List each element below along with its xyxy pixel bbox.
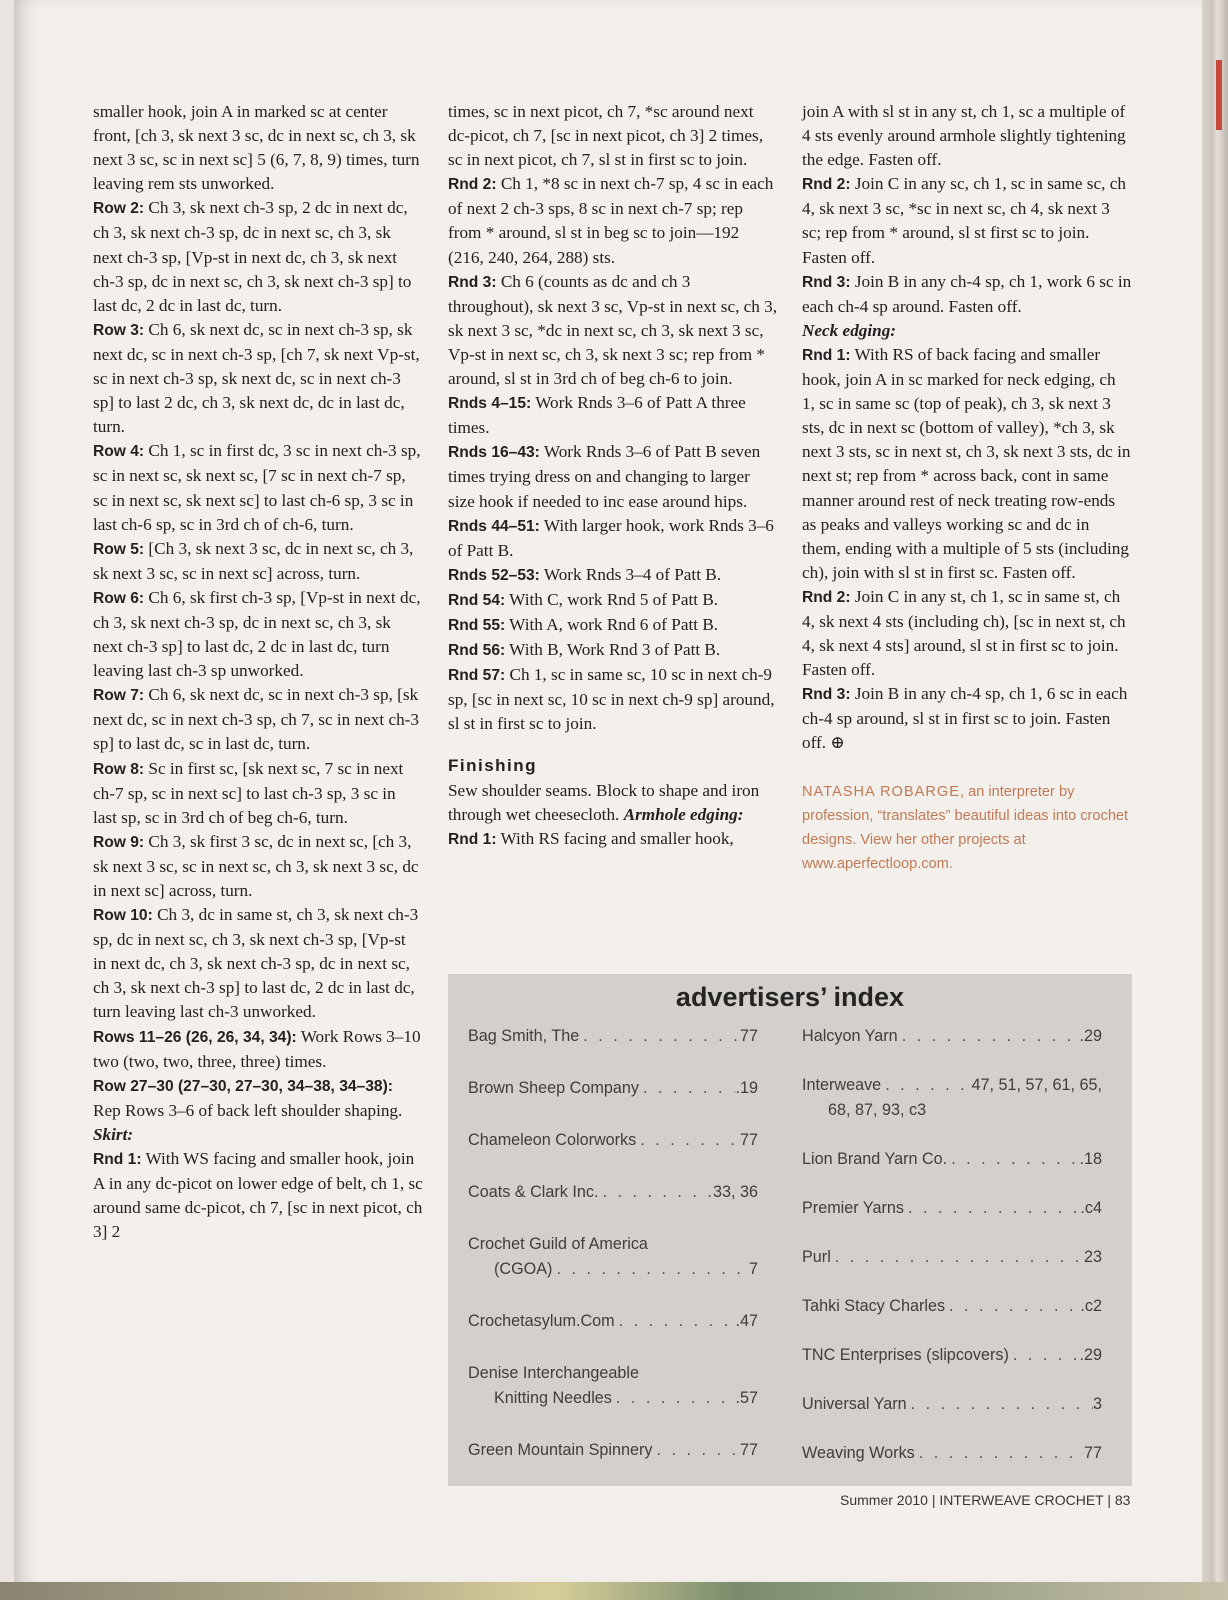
- row-label: Rows 11–26 (26, 26, 34, 34):: [93, 1028, 297, 1046]
- advertiser-entry: [802, 1343, 1102, 1368]
- instruction-paragraph: [448, 613, 778, 638]
- advertiser-name: TNC Enterprises (slipcovers): [802, 1346, 1009, 1364]
- instruction-text: Join C in any st, ch 1, sc in same st, ch 4, sk next 4 sts (including ch), [sc in next st, ch 4, sk next 4 sts] around, sl st in first sc to join. Fasten off.: [802, 586, 1126, 680]
- leader-dots: [904, 1196, 1080, 1221]
- advertiser-page: 3: [1092, 1395, 1102, 1413]
- advertiser-page: .29: [1079, 1027, 1102, 1045]
- finishing-text: Sew shoulder seams. Block to shape and iron through wet cheesecloth. Armhole edging:: [448, 780, 760, 824]
- instruction-paragraph: [93, 683, 423, 756]
- instruction-text: Rep Rows 3–6 of back left shoulder shaping.: [93, 1100, 403, 1120]
- advertiser-entry: [802, 1073, 1102, 1123]
- advertisers-index: [448, 974, 1132, 1486]
- advertiser-name: Crochetasylum.Com: [468, 1312, 615, 1330]
- instruction-paragraph: [448, 663, 778, 736]
- instruction-paragraph: [93, 1074, 423, 1123]
- leader-dots: [598, 1180, 713, 1205]
- advertisers-index-title: advertisers’ index: [675, 982, 905, 1012]
- row-label: Rnds 4–15:: [448, 395, 532, 413]
- instruction-paragraph: [448, 270, 778, 391]
- row-label: Rnd 54:: [448, 591, 506, 609]
- page-footer: Summer 2010 | INTERWEAVE CROCHET | 83: [840, 1492, 1131, 1508]
- advertiser-name: Lion Brand Yarn Co.: [802, 1150, 948, 1168]
- instruction-paragraph: [802, 100, 1132, 172]
- advertiser-name: Knitting Needles: [494, 1389, 612, 1407]
- row-label: Row 27–30 (27–30, 27–30, 34–38, 34–38):: [93, 1077, 393, 1095]
- advertiser-name: Bag Smith, The: [468, 1027, 580, 1045]
- subheading: Neck edging:: [802, 320, 897, 340]
- instruction-text: Ch 6 (counts as dc and ch 3 throughout), sk next 3 sc, Vp-st in next sc, ch 3, sk next 3 sc, *dc in next sc, ch 3, sk next 3 sc, Vp-st in next sc, ch 3, sk next 3 sc; rep from * around, sl st in 3rd ch of beg ch-6 to join.: [448, 271, 778, 389]
- designer-bio: NATASHA ROBARGE, an interpreter by profession, “translates” beautiful ideas into crochet designs. View her other projects at www.aperfectloop.com.: [802, 783, 1129, 872]
- advertiser-pages-continued: 68, 87, 93, c3: [828, 1101, 927, 1119]
- advertiser-entry: [468, 1076, 758, 1101]
- instruction-text: Work Rnds 3–6 of Patt A three times.: [448, 393, 746, 438]
- row-label: Row 6:: [93, 589, 145, 607]
- column-3: [802, 100, 1132, 876]
- instruction-text: Ch 1, *8 sc in next ch-7 sp, 4 sc in each of next 2 ch-3 sps, 8 sc in next ch-7 sp; rep from * around, sl st in beg sc to join—192 (216, 240, 264, 288) sts.: [448, 174, 774, 267]
- instruction-paragraph: [448, 638, 778, 663]
- instruction-paragraph: [448, 391, 778, 440]
- subheading: Skirt:: [93, 1124, 134, 1144]
- advertiser-entry: [468, 1361, 758, 1411]
- row-label: Row 10:: [93, 907, 153, 925]
- leader-dots: [639, 1076, 736, 1101]
- instruction-paragraph: [93, 1025, 423, 1074]
- row-label: Row 7:: [93, 687, 145, 705]
- advertiser-entry: [802, 1245, 1102, 1270]
- row-label: Rnd 3:: [802, 686, 851, 704]
- finishing-rnd1: Rnd 1: With RS facing and smaller hook,: [448, 828, 734, 848]
- finishing-heading: Finishing: [448, 756, 538, 776]
- advertiser-entry: [468, 1180, 758, 1205]
- leader-dots: [612, 1386, 736, 1411]
- instruction-text: Ch 1, sc in first dc, 3 sc in next ch-3 sp, sc in next sc, sk next sc, [7 sc in next ch-7 sp, sc in next sc, sk next sc] to last ch-6 sp, 3 sc in last ch-6 sp, sc in 3rd ch of ch-6, turn.: [93, 441, 421, 534]
- row-label: Row 9:: [93, 833, 145, 851]
- advertiser-page: 77: [739, 1027, 758, 1045]
- instruction-text: Ch 3, sk next ch-3 sp, 2 dc in next dc, ch 3, sk next ch-3 sp, dc in next sc, ch 3, sk next ch-3 sp, [Vp-st in next dc, ch 3, sk next ch-3 sp, dc in next sc, ch 3, sk next ch-3 sp] to last dc, 2 dc in last dc, turn.: [93, 198, 412, 315]
- instruction-text: With A, work Rnd 6 of Patt B.: [505, 614, 719, 634]
- row-label: Row 8:: [93, 760, 145, 778]
- row-label: Row 4:: [93, 443, 145, 461]
- row-label: Rnd 2:: [802, 588, 851, 606]
- advertiser-page: .c4: [1080, 1199, 1102, 1217]
- advertiser-name: Tahki Stacy Charles: [802, 1297, 946, 1315]
- advertiser-name: Brown Sheep Company: [468, 1079, 639, 1097]
- advertiser-entry: [802, 1392, 1102, 1417]
- instruction-text: join A with sl st in any st, ch 1, sc a multiple of 4 sts evenly around armhole slightly tightening the edge. Fasten off.: [802, 102, 1126, 170]
- advertiser-page: 77: [1083, 1444, 1102, 1462]
- row-label: Rnd 2:: [802, 176, 851, 194]
- leader-dots: [579, 1024, 740, 1049]
- leader-dots: [831, 1245, 1084, 1270]
- advertiser-page: 23: [1083, 1248, 1102, 1266]
- instruction-text: Ch 6, sk first ch-3 sp, [Vp-st in next dc, ch 3, sk next ch-3 sp, dc in next sc, ch 3, sk next ch-3 sp] to last dc, 2 dc in last dc, turn leaving last ch-3 sp unworked.: [93, 587, 421, 681]
- row-label: Rnds 44–51:: [448, 517, 540, 535]
- advertiser-name: (CGOA): [494, 1260, 553, 1278]
- row-label: Row 5:: [93, 540, 145, 558]
- leader-dots: [636, 1128, 740, 1153]
- row-label: Row 2:: [93, 200, 145, 218]
- instruction-paragraph: [93, 757, 423, 830]
- leader-dots: [945, 1294, 1080, 1319]
- advertiser-name: Premier Yarns: [802, 1199, 904, 1217]
- advertiser-name: Chameleon Colorworks: [468, 1131, 637, 1149]
- leader-dots: [652, 1438, 740, 1463]
- advertiser-page: .47: [735, 1312, 758, 1330]
- advertiser-name: Denise Interchangeable: [468, 1364, 639, 1382]
- row-label: Rnd 57:: [448, 667, 506, 685]
- row-label: Row 3:: [93, 321, 145, 339]
- advertiser-name: Crochet Guild of America: [468, 1235, 648, 1253]
- advertiser-name: Green Mountain Spinnery: [468, 1441, 653, 1459]
- leader-dots: [898, 1024, 1080, 1049]
- advertiser-name: Interweave: [802, 1076, 882, 1094]
- instruction-paragraph: [802, 682, 1132, 755]
- instruction-paragraph: [448, 514, 778, 563]
- leader-dots: [947, 1147, 1079, 1172]
- instruction-paragraph: [448, 440, 778, 513]
- advertiser-entry: [802, 1196, 1102, 1221]
- advertiser-page: .57: [735, 1389, 758, 1407]
- advertiser-name: Halcyon Yarn: [802, 1027, 898, 1045]
- advertiser-entry: [468, 1309, 758, 1334]
- advertiser-page: 77: [739, 1131, 758, 1149]
- advertiser-page: 7: [748, 1260, 758, 1278]
- advertiser-page: .29: [1079, 1346, 1102, 1364]
- instruction-paragraph: [93, 830, 423, 903]
- instruction-text: Work Rnds 3–4 of Patt B.: [539, 564, 722, 584]
- row-label: Rnd 2:: [448, 176, 497, 194]
- instruction-paragraph: [802, 270, 1132, 319]
- advertiser-entry: [802, 1147, 1102, 1172]
- advertiser-entry: [468, 1128, 758, 1153]
- leader-dots: [1009, 1343, 1080, 1368]
- instruction-paragraph: [93, 537, 423, 586]
- instruction-text: With larger hook, work Rnds 3–6 of Patt B.: [448, 515, 774, 560]
- instruction-text: Ch 6, sk next dc, sc in next ch-3 sp, [sk next dc, sc in next ch-3 sp, ch 7, sc in next ch-3 sp] to last dc, sc in last dc, turn.: [93, 685, 420, 754]
- advertiser-entry: [468, 1438, 758, 1463]
- instruction-text: Join B in any ch-4 sp, ch 1, work 6 sc in each ch-4 sp around. Fasten off.: [802, 271, 1132, 316]
- leader-dots: [615, 1309, 736, 1334]
- instruction-text: Ch 3, dc in same st, ch 3, sk next ch-3 sp, dc in next sc, ch 3, sk next ch-3 sp, [Vp-st in next dc, ch 3, sk next ch-3 sp, dc in next sc, ch 3, sk next ch-3 sp] to last dc, 2 dc in last dc, turn leaving last ch-3 unworked.: [93, 905, 419, 1022]
- instruction-paragraph: [93, 586, 423, 683]
- advertiser-name: Universal Yarn: [802, 1395, 907, 1413]
- advertiser-name: Coats & Clark Inc.: [468, 1183, 599, 1201]
- instruction-paragraph: [802, 319, 1132, 343]
- advertisers-left-column: [468, 1024, 758, 1490]
- leader-dots: [907, 1392, 1093, 1417]
- instruction-text: Ch 6, sk next dc, sc in next ch-3 sp, sk next dc, sc in next ch-3 sp, [ch 7, sk next Vp-st, sc in next ch-3 sp, sk next dc, sc in next ch-3 sp] to last 2 dc, ch 3, sk next dc, dc in last dc, turn.: [93, 319, 420, 437]
- advertiser-entry: [468, 1024, 758, 1049]
- instruction-text: Ch 1, sc in same sc, 10 sc in next ch-9 sp, [sc in next sc, 10 sc in next ch-9 sp] around, sl st in first sc to join.: [448, 665, 775, 734]
- instruction-paragraph: [93, 100, 423, 196]
- page-tab-mark: [1216, 60, 1222, 130]
- page-edge: [1202, 0, 1228, 1600]
- row-label: Rnd 1:: [93, 1151, 142, 1169]
- instruction-text: Work Rows 3–10 two (two, two, three, three) times.: [93, 1026, 421, 1071]
- advertiser-entry: [802, 1024, 1102, 1049]
- instruction-text: With B, Work Rnd 3 of Patt B.: [505, 640, 721, 660]
- advertiser-entry: [802, 1294, 1102, 1319]
- instruction-paragraph: [93, 1123, 423, 1147]
- instruction-paragraph: [448, 100, 778, 172]
- column-2: [448, 100, 778, 852]
- advertiser-name: Weaving Works: [802, 1444, 915, 1462]
- advertiser-name: Purl: [802, 1248, 831, 1266]
- row-label: Rnds 52–53:: [448, 566, 540, 584]
- instruction-paragraph: [448, 172, 778, 269]
- instruction-paragraph: [93, 903, 423, 1024]
- instruction-text: Join B in any ch-4 sp, ch 1, 6 sc in each ch-4 sp around, sl st in first sc to join. Fasten off. ⊕: [802, 684, 1128, 753]
- advertiser-page: .18: [1079, 1150, 1102, 1168]
- instruction-text: With RS of back facing and smaller hook, join A in sc marked for neck edging, ch 1, sc in same sc (top of peak), ch 3, sk next 3 sts, dc in next sc (bottom of valley), *ch 3, sk next 3 sts, sc in next st, ch 3, sk next 3 sts, dc in next st; rep from * across back, cont in same manner around rest of neck treating row-ends as peaks and valleys working sc and dc in them, ending with a multiple of 5 sts (including ch), join with sl st in first sc. Fasten off.: [802, 344, 1131, 582]
- instruction-text: Ch 3, sk first 3 sc, dc in next sc, [ch 3, sk next 3 sc, sc in next sc, ch 3, sk next 3 sc, dc in next sc] across, turn.: [93, 831, 419, 900]
- advertiser-page: 33, 36: [712, 1183, 758, 1201]
- instruction-text: [Ch 3, sk next 3 sc, dc in next sc, ch 3, sk next 3 sc, sc in next sc] across, turn.: [93, 538, 414, 583]
- row-label: Rnd 3:: [448, 273, 497, 291]
- instruction-text: With C, work Rnd 5 of Patt B.: [505, 589, 719, 609]
- instruction-paragraph: [802, 172, 1132, 269]
- instruction-paragraph: [802, 343, 1132, 585]
- advertiser-page: 77: [739, 1441, 758, 1459]
- advertiser-entry: [468, 1232, 758, 1282]
- instruction-text: times, sc in next picot, ch 7, *sc around next dc-picot, ch 7, [sc in next picot, ch 3] 2 times, sc in next picot, ch 7, sl st in first sc to join.: [448, 102, 764, 170]
- instruction-paragraph: [448, 563, 778, 588]
- instruction-text: With WS facing and smaller hook, join A in any dc-picot on lower edge of belt, ch 1, sc around same dc-picot, ch 7, [sc in next picot, ch 3] 2: [93, 1149, 423, 1242]
- instruction-paragraph: [93, 318, 423, 439]
- row-label: Rnd 1:: [802, 346, 851, 364]
- row-label: Rnd 3:: [802, 273, 851, 291]
- row-label: Rnd 56:: [448, 642, 506, 660]
- page-bottom-edge: [0, 1582, 1228, 1600]
- instruction-text: Sc in first sc, [sk next sc, 7 sc in next ch-7 sp, sc in next sc] to last ch-3 sp, 3 sc in last sp, sc in 3rd ch of beg ch-6, turn.: [93, 758, 404, 827]
- leader-dots: [881, 1073, 971, 1098]
- row-label: Rnd 55:: [448, 616, 506, 634]
- instruction-text: Work Rnds 3–6 of Patt B seven times trying dress on and changing to larger size hook if needed to inc ease around hips.: [448, 442, 761, 511]
- column-1: [93, 100, 423, 1244]
- advertiser-page: 47, 51, 57, 61, 65,: [971, 1076, 1102, 1094]
- instruction-text: Join C in any sc, ch 1, sc in same sc, ch 4, sk next 3 sc, *sc in next sc, ch 4, sk next 3 sc; rep from * around, sl st first sc to join. Fasten off.: [802, 174, 1126, 267]
- leader-dots: [915, 1441, 1084, 1466]
- instruction-text: smaller hook, join A in marked sc at center front, [ch 3, sk next 3 sc, dc in next sc, ch 3, sk next 3 sc, sc in next sc] 5 (6, 7, 8, 9) times, turn leaving rem sts unworked.: [93, 102, 420, 194]
- row-label: Rnds 16–43:: [448, 444, 540, 462]
- advertiser-page: .19: [735, 1079, 758, 1097]
- advertiser-page: .c2: [1080, 1297, 1102, 1315]
- instruction-paragraph: [802, 585, 1132, 682]
- instruction-paragraph: [93, 196, 423, 317]
- advertisers-right-column: [802, 1024, 1102, 1490]
- instruction-paragraph: [93, 1147, 423, 1244]
- leader-dots: [552, 1257, 749, 1282]
- instruction-paragraph: [93, 439, 423, 536]
- advertiser-entry: [802, 1441, 1102, 1466]
- instruction-paragraph: [448, 588, 778, 613]
